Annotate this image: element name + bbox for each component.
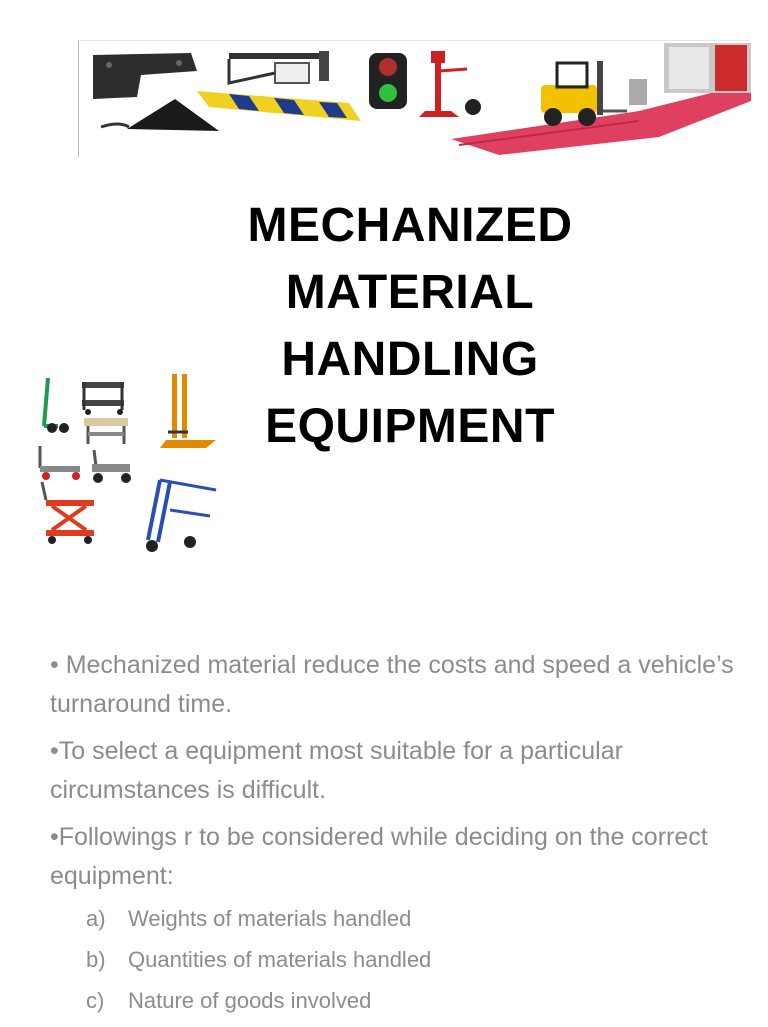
sub-list-text: Weights of materials handled bbox=[128, 906, 412, 931]
title-line: HANDLING bbox=[281, 333, 539, 386]
bullet-point: •To select a equipment most suitable for a particular circumstances is difficult. bbox=[50, 737, 623, 804]
bullet-point: • Mechanized material reduce the costs and speed a vehicle’s turnaround time. bbox=[50, 651, 734, 718]
hand-truck-icon bbox=[419, 51, 481, 117]
sub-list-text: Nature of goods involved bbox=[128, 988, 372, 1013]
sub-list-marker: b) bbox=[86, 947, 106, 972]
sub-list-item bbox=[86, 945, 750, 975]
slide-body bbox=[50, 646, 750, 1027]
equipment-collage bbox=[30, 370, 230, 560]
forklift-on-ramp-icon bbox=[451, 43, 751, 155]
dock-bumper-icon bbox=[93, 53, 197, 99]
bullet-point: •Followings r to be considered while deciding on the correct equipment: bbox=[50, 823, 708, 890]
sub-list-text: Quantities of materials handled bbox=[128, 947, 432, 972]
sub-list-marker: c) bbox=[86, 988, 105, 1013]
convertible-hand-truck-icon bbox=[146, 480, 216, 552]
traffic-light-icon bbox=[369, 53, 407, 109]
equipment-banner bbox=[78, 40, 751, 157]
work-bench-icon bbox=[84, 418, 128, 444]
title-line: MECHANIZED bbox=[247, 199, 573, 252]
hand-trolley-icon bbox=[44, 378, 69, 433]
sub-list bbox=[86, 904, 750, 1016]
lift-table-icon bbox=[42, 482, 94, 544]
dock-light-icon bbox=[229, 51, 329, 83]
slide-title bbox=[200, 192, 620, 460]
platform-truck-icon bbox=[40, 446, 80, 480]
flat-trolley-icon bbox=[92, 450, 131, 483]
utility-cart-icon bbox=[82, 382, 124, 415]
sub-list-item bbox=[86, 904, 750, 934]
stacker-icon bbox=[160, 374, 216, 448]
title-line: EQUIPMENT bbox=[265, 400, 555, 453]
title-line: MATERIAL bbox=[285, 266, 535, 319]
sub-list-marker: a) bbox=[86, 906, 106, 931]
sub-list-item bbox=[86, 986, 750, 1016]
wheel-chock-icon bbox=[101, 99, 219, 131]
speed-bump-icon bbox=[197, 91, 361, 121]
